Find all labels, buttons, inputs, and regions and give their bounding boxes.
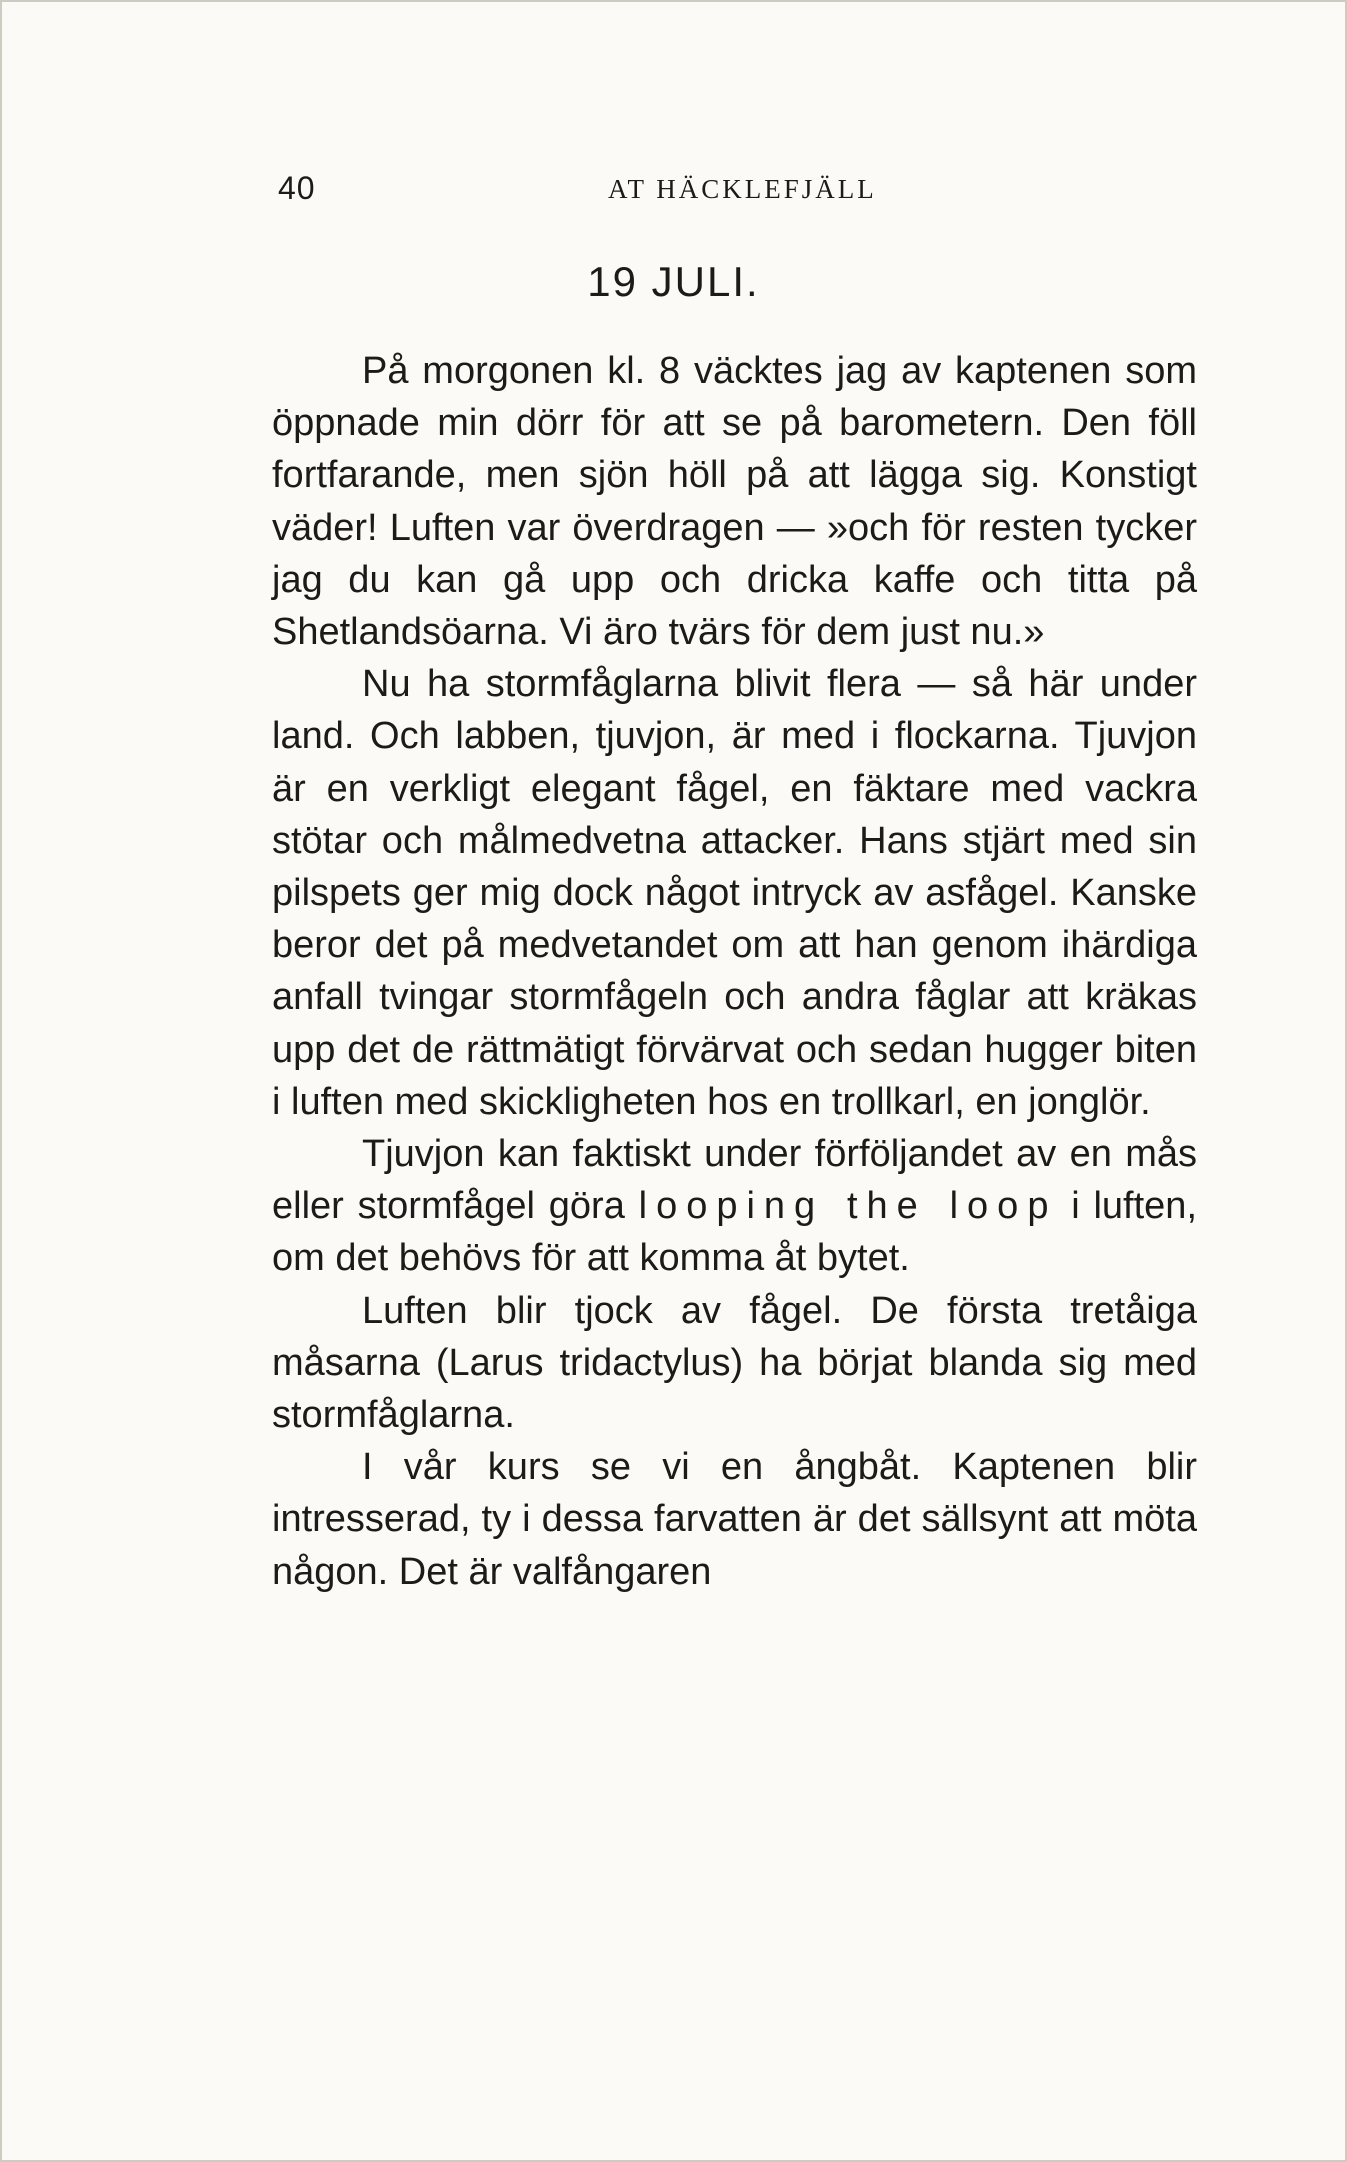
spaced-phrase: looping the loop	[638, 1185, 1058, 1228]
page-number: 40	[278, 170, 316, 206]
paragraph-text: i luften, om det behövs för att komma åt bytet.	[272, 1185, 1197, 1280]
paragraph	[272, 1128, 1197, 1285]
paragraph: På morgonen kl. 8 väcktes jag av kaptenen som öppnade min dörr för att se på barometern. Den föll fortfarande, men sjön höll på att lägga sig. Konstigt väder! Luften var överdragen — »och för resten tycker jag du kan gå upp och dricka kaffe och titta på Shetlandsöarna. Vi äro tvärs för dem just nu.»	[272, 350, 1197, 654]
paragraph-text: Tjuvjon kan faktiskt under förföljandet av en mås eller stormfågel göra	[272, 1133, 1197, 1228]
body-text	[272, 345, 1197, 1598]
running-head	[278, 170, 1198, 214]
paragraph: Luften blir tjock av fågel. De första tretåiga måsarna (Larus tridactylus) ha börjat blanda sig med stormfåglarna.	[272, 1289, 1197, 1437]
section-heading: 19 JULI.	[587, 258, 760, 305]
paragraph: I vår kurs se vi en ångbåt. Kaptenen blir intresserad, ty i dessa farvatten är det sällsynt att möta någon. Det är valfångaren	[272, 1446, 1197, 1593]
paragraph: Nu ha stormfåglarna blivit flera — så här under land. Och labben, tjuvjon, är med i flockarna. Tjuvjon är en verkligt elegant fågel, en fäktare med vackra stötar och målmedvetna attacker. Hans stjärt med sin pilspets ger mig dock något intryck av asfågel. Kanske beror det på medvetandet om att han genom ihärdiga anfall tvingar stormfågeln och andra fåglar att kräkas upp det de rättmätigt förvärvat och sedan hugger biten i luften med skickligheten hos en trollkarl, en jonglör.	[272, 663, 1197, 1123]
running-title: AT HÄCKLEFJÄLL	[608, 174, 877, 204]
